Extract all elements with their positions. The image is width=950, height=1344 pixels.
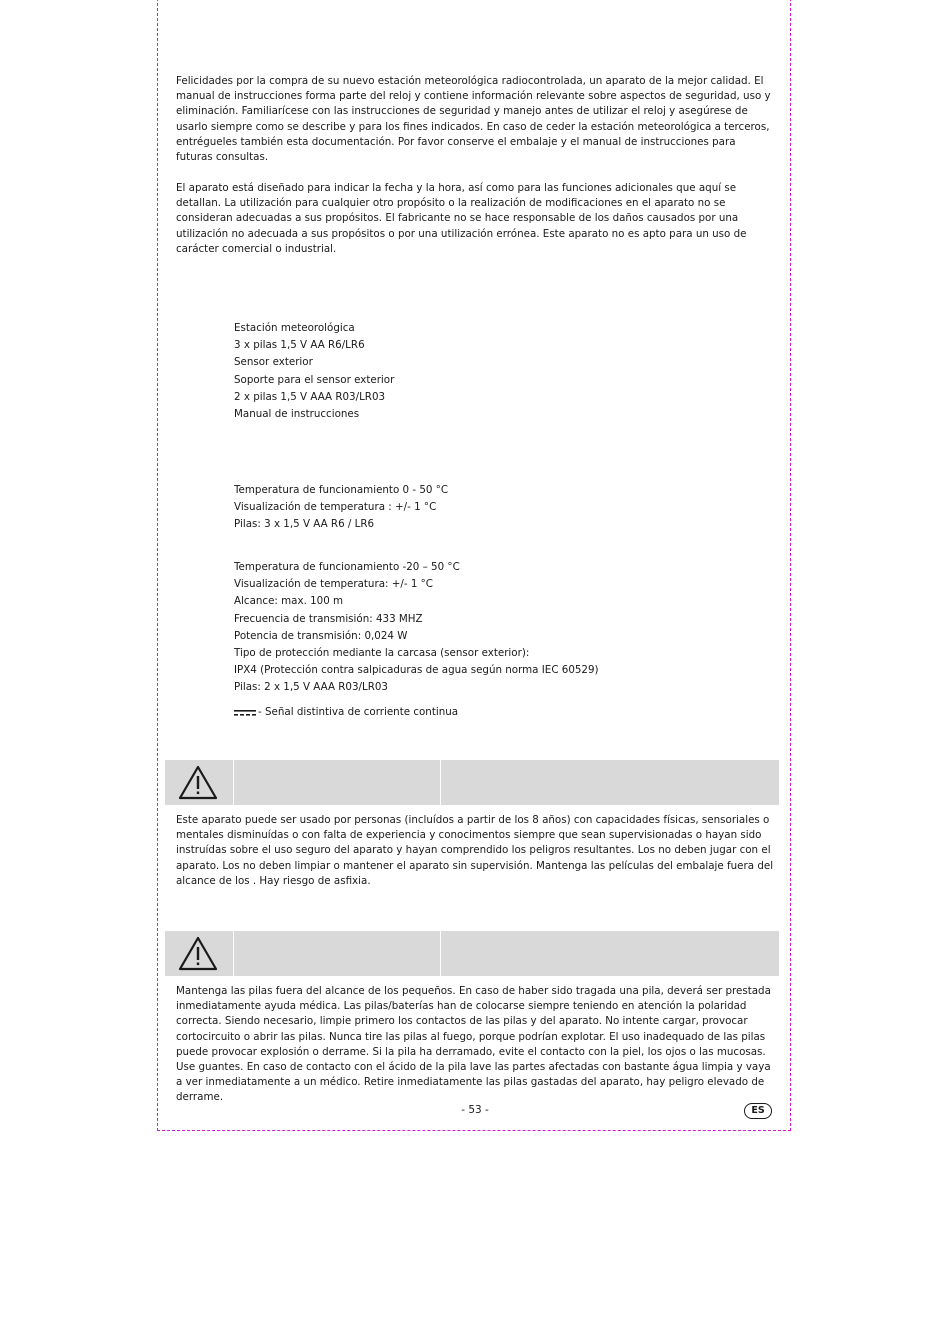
- warning-triangle-icon: [178, 936, 218, 972]
- list-item: IPX4 (Protección contra salpicaduras de agua según norma IEC 60529): [234, 664, 599, 677]
- list-item: Visualización de temperatura : +/- 1 °C: [234, 501, 437, 514]
- language-badge: ES: [744, 1103, 772, 1119]
- list-item: Temperatura de funcionamiento 0 - 50 °C: [234, 484, 449, 496]
- list-item: Potencia de transmisión: 0,024 W: [234, 629, 408, 642]
- list-item: Pilas: 3 x 1,5 V AA R6 / LR6: [234, 518, 375, 531]
- direct-current-symbol-icon: [234, 710, 256, 716]
- warning-bar-batteries: [165, 931, 779, 976]
- warning-triangle-icon: [178, 765, 218, 801]
- dc-note: [234, 705, 458, 719]
- list-item: Temperatura de funcionamiento -20 – 50 °C: [234, 561, 460, 573]
- list-item: Pilas: 2 x 1,5 V AAA R03/LR03: [234, 681, 388, 694]
- sensor-specs-list: [234, 559, 754, 697]
- list-item: Manual de instrucciones: [234, 408, 360, 421]
- package-contents-list: [234, 320, 754, 423]
- list-item: Soporte para el sensor exterior: [234, 373, 395, 386]
- children-warning-paragraph: Este aparato puede ser usado por personas (incluídos a partir de los 8 años) con capacidades físicas, sensoriales o mentales disminuídas o con falta de experiencia y conocimentos siempre que sean supervisionadas o hayan sido instruídas sobre el uso seguro del aparato y hayan comprendido los peligros resultantes. Los no deben jugar con el aparato. Los no deben limpiar o mantener el aparato sin supervisión. Mantenga las películas del embalaje fuera del alcance de los . Hay riesgo de asfixia.: [176, 814, 774, 887]
- list-item: 3 x pilas 1,5 V AA R6/LR6: [234, 339, 365, 352]
- warning-bar-divider: [440, 931, 441, 976]
- batteries-warning-paragraph: Mantenga las pilas fuera del alcance de los pequeños. En caso de haber sido tragada una pila, deverá ser prestada inmediatamente ayuda médica. Las pilas/baterías han de colocarse siempre teniendo en atención la polaridad correcta. Siendo necesario, limpie primero los contactos de las pilas y del aparato. No intente cargar, provocar cortocircuito o abrir las pilas. Nunca tire las pilas al fuego, porque podrían explotar. El uso inadequado de las pilas puede provocar explosión o derrame. Si la pila ha derramado, evite el contacto con la piel, los ojos o las mucosas. Use guantes. En caso de contacto con el ácido de la pila lave las partes afectadas con bastante água limpia y vaya a ver inmediatamente a un médico. Retire inmediatamente las pilas gastadas del aparato, hay peligro elevado de derrame.: [176, 985, 771, 1104]
- warning-bar-children: [165, 760, 779, 805]
- page-number: - 53 -: [461, 1104, 489, 1116]
- list-item: Estación meteorológica: [234, 322, 355, 334]
- warning-bar-divider: [233, 760, 234, 805]
- list-item: Tipo de protección mediante la carcasa (sensor exterior):: [234, 647, 530, 660]
- intended-use-paragraph: El aparato está diseñado para indicar la fecha y la hora, así como para las funciones adicionales que aquí se detallan. La utilización para cualquier otro propósito o la realización de modificaciones en el aparato no se consideran adecuadas a sus propósitos. El fabricante no se hace responsable de los daños causados por una utilización no adecuada a sus propósitos o por una utilización errónea. Este aparato no es apto para un uso de carácter comercial o industrial.: [176, 182, 747, 255]
- dc-note-text: - Señal distintiva de corriente continua: [258, 706, 459, 718]
- warning-bar-divider: [440, 760, 441, 805]
- list-item: 2 x pilas 1,5 V AAA R03/LR03: [234, 390, 386, 403]
- list-item: Visualización de temperatura: +/- 1 °C: [234, 578, 433, 591]
- list-item: Sensor exterior: [234, 356, 313, 369]
- station-specs-list: [234, 482, 754, 534]
- warning-bar-divider: [233, 931, 234, 976]
- list-item: Alcance: max. 100 m: [234, 595, 344, 608]
- intro-paragraph: Felicidades por la compra de su nuevo estación meteorológica radiocontrolada, un aparato de la mejor calidad. El manual de instrucciones forma parte del reloj y contiene información relevante sobre aspectos de seguridad, uso y eliminación. Familiarícese con las instrucciones de seguridad y manejo antes de utilizar el reloj y asegúrese de usarlo siempre como se describe y para los fines indicados. En caso de ceder la estación meteorológica a terceros, entrégueles también esta documentación. Por favor conserve el embalaje y el manual de instrucciones para futuras consultas.: [176, 75, 771, 164]
- list-item: Frecuencia de transmisión: 433 MHZ: [234, 612, 423, 625]
